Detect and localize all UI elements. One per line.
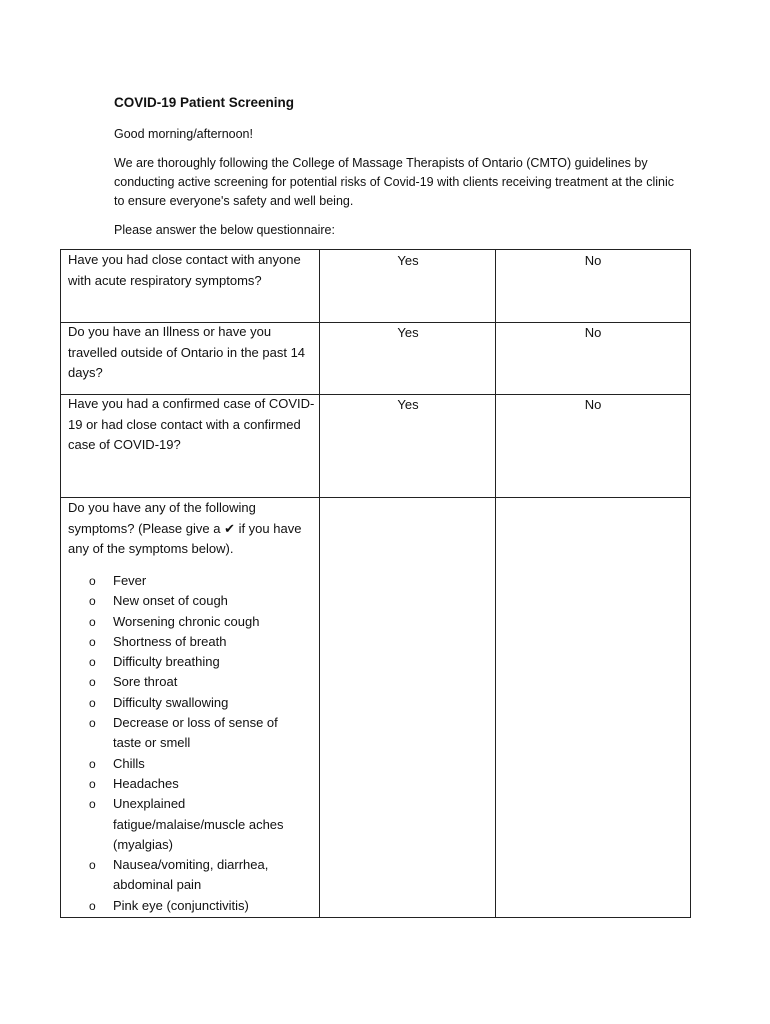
list-item (60, 571, 318, 591)
greeting-text: Good morning/afternoon! (114, 127, 253, 141)
list-item (60, 713, 318, 754)
list-item (60, 652, 318, 672)
column-divider (319, 249, 320, 918)
bullet-icon: o (89, 695, 96, 710)
symptom-label: Shortness of breath (113, 633, 227, 649)
question-1-yes-option[interactable]: Yes (397, 253, 419, 268)
bullet-icon: o (89, 797, 96, 812)
question-2-no-option[interactable]: No (584, 325, 602, 340)
question-3-no-option[interactable]: No (584, 397, 602, 412)
symptom-label: New onset of cough (113, 593, 228, 609)
symptom-label: Nausea/vomiting, diarrhea, abdominal pain (113, 857, 269, 893)
list-item (60, 672, 318, 692)
bullet-icon: o (89, 655, 96, 670)
bullet-icon: o (89, 675, 96, 690)
question-4-text: Do you have any of the following symptoms? (Please give a ✔ if you have any of the symptoms below). (68, 500, 302, 556)
bullet-icon: o (89, 776, 96, 791)
column-divider (495, 249, 496, 918)
bullet-icon: o (89, 898, 96, 913)
list-item (60, 896, 318, 916)
symptom-label: Headaches (113, 775, 179, 791)
questionnaire-table (60, 249, 691, 918)
symptom-label: Chills (113, 755, 145, 771)
list-item (60, 591, 318, 611)
instruction-text: Please answer the below questionnaire: (114, 223, 335, 237)
question-2-text: Do you have an Illness or have you travelled outside of Ontario in the past 14 days? (68, 324, 306, 380)
list-item (60, 693, 318, 713)
bullet-icon: o (89, 614, 96, 629)
question-1-no-option[interactable]: No (584, 253, 602, 268)
list-item (60, 794, 318, 855)
symptom-label: Pink eye (conjunctivitis) (113, 897, 249, 913)
list-item (60, 754, 318, 774)
list-item (60, 632, 318, 652)
list-item (60, 612, 318, 632)
symptom-label: Unexplained fatigue/malaise/muscle aches (myalgias) (113, 796, 284, 852)
table-border-right (690, 249, 691, 918)
list-item (60, 855, 318, 896)
question-1-text: Have you had close contact with anyone with acute respiratory symptoms? (68, 252, 301, 288)
question-2-yes-option[interactable]: Yes (397, 325, 419, 340)
bullet-icon: o (89, 574, 96, 588)
symptom-label: Worsening chronic cough (113, 613, 260, 629)
question-3-yes-option[interactable]: Yes (397, 397, 419, 412)
bullet-icon: o (89, 858, 96, 873)
symptom-label: Difficulty breathing (113, 654, 220, 670)
table-border-bottom (60, 917, 691, 918)
intro-paragraph: We are thoroughly following the College of Massage Therapists of Ontario (CMTO) guidelines by conducting active screening for potential risks of Covid-19 with clients receiving treatment at the clinic to ensure everyone's safety and well being. (114, 156, 674, 208)
bullet-icon: o (89, 594, 96, 609)
symptom-list (60, 571, 318, 916)
bullet-icon: o (89, 634, 96, 649)
symptom-label: Decrease or loss of sense of taste or smell (113, 715, 278, 751)
symptom-label: Fever (113, 573, 147, 588)
bullet-icon: o (89, 756, 96, 771)
symptom-label: Difficulty swallowing (113, 694, 229, 710)
symptom-label: Sore throat (113, 674, 178, 690)
list-item (60, 774, 318, 794)
bullet-icon: o (89, 716, 96, 731)
document-title: COVID-19 Patient Screening (114, 95, 295, 110)
question-3-text: Have you had a confirmed case of COVID-19 or had close contact with a confirmed case of COVID-19? (68, 396, 315, 452)
